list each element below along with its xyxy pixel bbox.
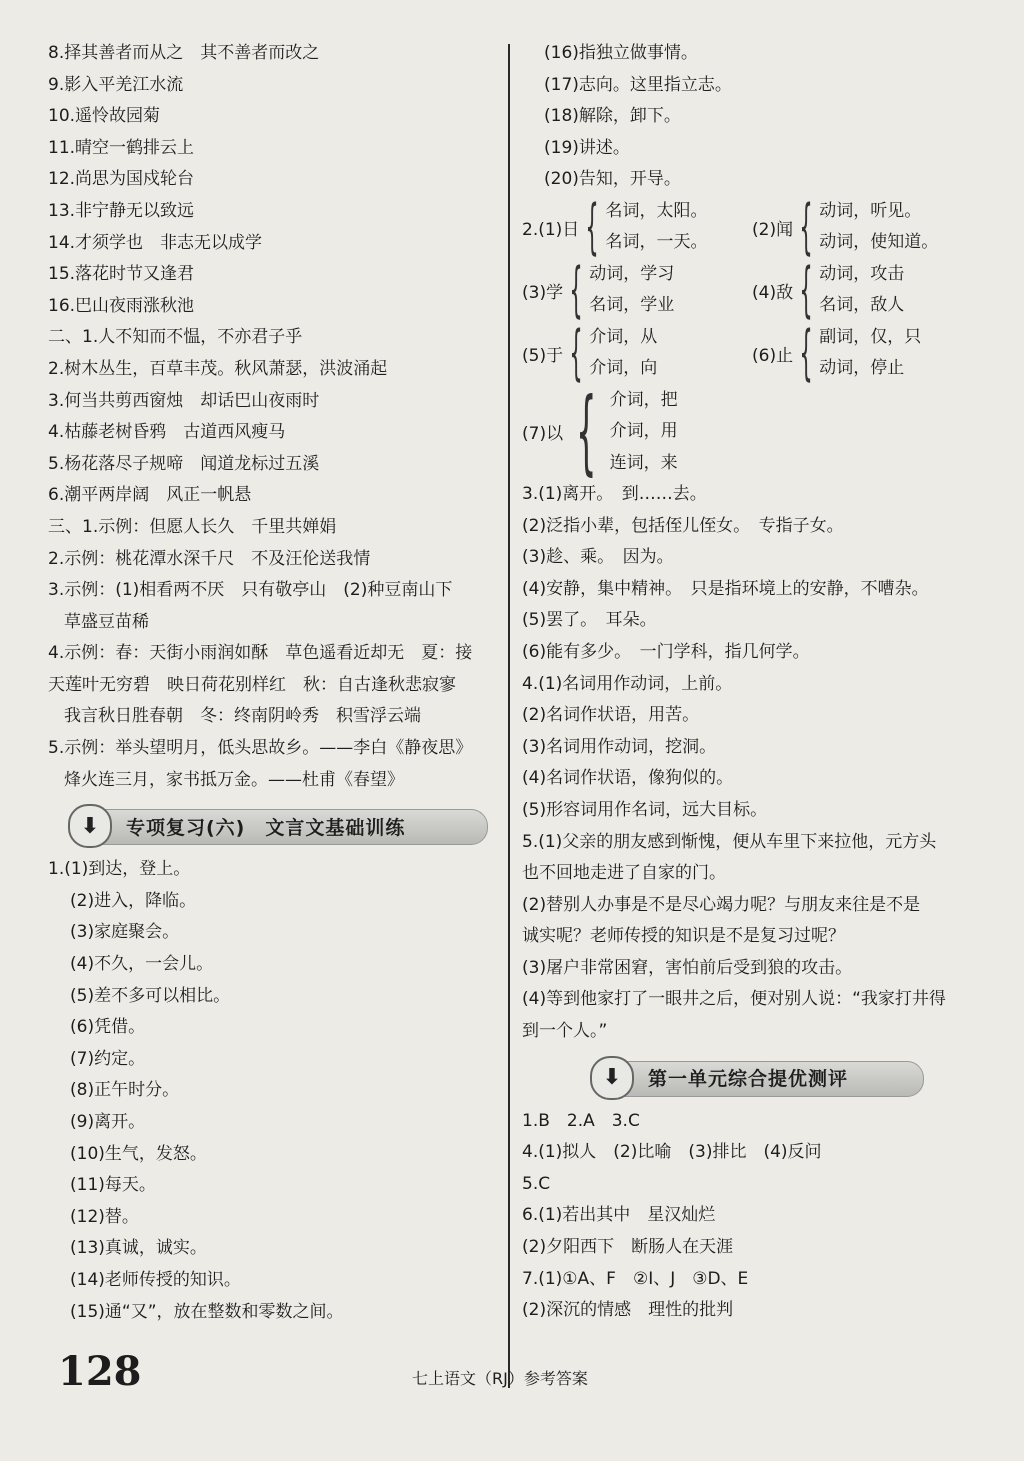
text-line: (16)指独立做事情。 [544,43,698,63]
group-label: (6)止 [752,345,794,366]
group-row [522,192,984,263]
text-line: (3)家庭聚会。 [70,922,180,943]
text-line: (4)安静，集中精神。 只是指环境上的安静，不嘈杂。 [522,578,929,599]
brace-icon: { [569,318,583,389]
text-line: 6.(1)若出其中 星汉灿烂 [522,1205,716,1226]
group-option: 名词，太阳。 [605,200,708,221]
brace-icon: { [585,192,600,263]
text-line: 5.示例：举头望明月，低头思故乡。——李白《静夜思》 [48,738,473,759]
text-line: (2)名词作状语，用苦。 [522,705,700,726]
unit1-banner [522,1056,984,1100]
text-line: (13)真诚，诚实。 [70,1238,207,1259]
brace-icon: { [569,255,583,326]
brace-icon: { [799,192,813,263]
section6-answers [48,854,498,1328]
text-line: 1.(1)到达，登上。 [48,859,191,880]
brace-icon: { [576,377,597,485]
group-option: 名词，一天。 [605,232,708,253]
text-line: 3.示例：(1)相看两不厌 只有敬亭山 (2)种豆南山下 [48,580,453,601]
page-footer [48,1348,984,1408]
text-line: (14)老师传授的知识。 [70,1269,241,1290]
text-line: 11.晴空一鹤排云上 [48,137,195,158]
text-line: 14.才须学也 非志无以成学 [48,232,263,253]
brace-icon: { [799,255,813,326]
text-line: 3.(1)离开。 到……去。 [522,483,707,504]
text-line: 4.(1)拟人 (2)比喻 (3)排比 (4)反问 [522,1142,822,1163]
text-line: 5.杨花落尽子规啼 闻道龙标过五溪 [48,453,320,474]
text-line: 草盛豆苗稀 [64,611,149,632]
text-line: (10)生气，发怒。 [70,1143,207,1164]
text-line: 三、1.示例：但愿人长久 千里共婵娟 [48,516,337,537]
group-option: 动词，学习 [589,263,675,284]
text-line: (6)能有多少。 一门学科，指几何学。 [522,641,810,662]
group-label: (7)以 [522,424,564,445]
group-option: 动词，听见。 [819,200,922,221]
text-line: (2)泛指小辈，包括侄儿侄女。 专指子女。 [522,515,844,536]
text-line: (2)进入，降临。 [70,890,197,911]
text-line: (2)替别人办事是不是尽心竭力呢？与朋友来往是不是 [522,894,921,915]
text-line: 2.示例：桃花潭水深千尺 不及汪伦送我情 [48,548,371,569]
text-line: 10.遥怜故园菊 [48,106,161,127]
group-option: 名词，学业 [589,295,675,316]
group-option: 动词，使知道。 [819,232,939,253]
group-option: 动词，攻击 [819,263,905,284]
text-line: 9.影入平羌江水流 [48,74,184,95]
text-line: 烽火连三月，家书抵万金。——杜甫《春望》 [64,769,404,790]
poem-answers [48,38,498,796]
right-top-answers [522,38,984,196]
text-line: (4)等到他家打了一眼井之后，便对别人说：“我家打井得 [522,989,946,1010]
text-line: (4)不久，一会儿。 [70,954,214,975]
text-line: 12.尚思为国戍轮台 [48,169,195,190]
text-line: 1.B 2.A 3.C [522,1110,640,1131]
section6-title: 专项复习(六) 文言文基础训练 [126,816,406,839]
text-line: 6.潮平两岸阔 风正一帆悬 [48,485,252,506]
column-divider [508,44,510,1388]
text-line: 7.(1)①A、F ②I、J ③D、E [522,1268,749,1289]
group-option: 介词，用 [609,421,678,442]
group-label: (3)学 [522,282,564,303]
group-row [522,318,984,389]
unit1-title: 第一单元综合提优测评 [648,1068,849,1091]
page-number: 128 [58,1348,142,1395]
text-line: (20)告知，开导。 [544,169,681,190]
text-line: (3)屠户非常困窘，害怕前后受到狼的攻击。 [522,957,853,978]
group-label: (4)敌 [752,282,794,303]
group-label: (2)闻 [752,219,794,240]
text-line: (11)每天。 [70,1175,156,1196]
text-line: (2)深沉的情感 理性的批判 [522,1300,734,1321]
text-line: 4.枯藤老树昏鸦 古道西风瘦马 [48,422,286,443]
footer-text: 七上语文（RJ）参考答案 [412,1369,588,1388]
text-line: (2)夕阳西下 断肠人在天涯 [522,1237,734,1258]
text-line: 诚实呢？老师传授的知识是不是复习过呢？ [522,926,845,947]
text-line: 4.示例：春：天街小雨润如酥 草色遥看近却无 夏：接 [48,643,473,664]
text-line: 我言秋日胜春朝 冬：终南阴岭秀 积雪浮云端 [64,706,421,727]
text-line: (15)通“又”，放在整数和零数之间。 [70,1301,344,1322]
text-line: (5)形容词用作名词，远大目标。 [522,799,768,820]
text-line: 4.(1)名词用作动词，上前。 [522,673,733,694]
left-column [48,38,498,1328]
text-line: 5.(1)父亲的朋友感到惭愧，便从车里下来拉他，元方头 [522,831,937,852]
text-line: 2.树木丛生，百草丰茂。秋风萧瑟，洪波涌起 [48,358,388,379]
text-line: (3)名词用作动词，挖洞。 [522,736,717,757]
text-line: (18)解除，卸下。 [544,106,681,127]
text-line: 5.C [522,1173,551,1194]
group-option: 动词，停止 [819,358,905,379]
arrow-down-icon: ⬇ [68,804,112,848]
text-line: (8)正午时分。 [70,1080,180,1101]
text-line: (19)讲述。 [544,137,630,158]
group-label: 2.(1)日 [522,219,580,240]
right-column [522,38,984,1327]
text-line: (7)约定。 [70,1048,146,1069]
arrow-down-icon: ⬇ [590,1056,634,1100]
brace-icon: { [799,318,813,389]
text-line: (5)差不多可以相比。 [70,985,231,1006]
text-line: (12)替。 [70,1206,139,1227]
text-line: 天莲叶无穷碧 映日荷花别样红 秋：自古逢秋悲寂寥 [48,674,456,695]
text-line: 到一个人。” [522,1021,608,1042]
text-line: 15.落花时节又逢君 [48,264,195,285]
group-option: 介词，把 [609,389,678,410]
text-line: (9)离开。 [70,1112,146,1132]
text-line: (3)趁、乘。 因为。 [522,547,674,568]
group-option: 介词，向 [589,358,658,379]
text-line: 16.巴山夜雨涨秋池 [48,295,195,316]
right-mid-answers [522,479,984,1048]
text-line: 二、1.人不知而不愠，不亦君子乎 [48,327,303,348]
group-option: 副词，仅，只 [819,326,922,347]
word-meaning-groups [522,192,984,485]
unit1-answers [522,1106,984,1327]
text-line: (4)名词作状语，像狗似的。 [522,768,734,789]
text-line: (6)凭借。 [70,1017,146,1038]
text-line: (5)罢了。 耳朵。 [522,610,657,631]
text-line: 3.何当共剪西窗烛 却话巴山夜雨时 [48,390,320,411]
group-label: (5)于 [522,345,564,366]
section6-banner [48,804,498,848]
group-option: 名词，敌人 [819,295,905,316]
group-option: 连词，来 [609,452,678,473]
group-row [522,255,984,326]
group-row [522,377,984,485]
text-line: 13.非宁静无以致远 [48,200,195,221]
group-option: 介词，从 [589,326,658,347]
text-line: 8.择其善者而从之 其不善者而改之 [48,43,320,63]
text-line: 也不回地走进了自家的门。 [522,863,726,884]
text-line: (17)志向。这里指立志。 [544,74,732,95]
